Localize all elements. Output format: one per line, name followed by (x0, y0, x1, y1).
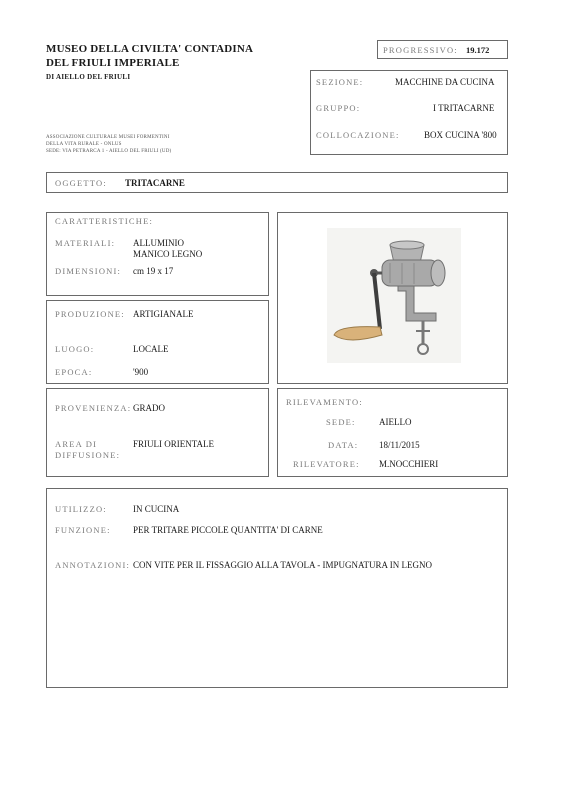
classification-box (310, 70, 508, 155)
caratteristiche-heading: CARATTERISTICHE: (55, 216, 154, 226)
association-line2: DELLA VITA RURALE - ONLUS (46, 142, 122, 147)
epoca-value: '900 (133, 367, 149, 377)
oggetto-value: TRITACARNE (125, 178, 185, 188)
area-diffusione-value: FRIULI ORIENTALE (133, 439, 215, 449)
luogo-value: LOCALE (133, 344, 169, 354)
photo-box (277, 212, 508, 384)
sede-label: SEDE: (326, 417, 356, 427)
rilevamento-box (277, 388, 508, 477)
progressivo-box (377, 40, 508, 59)
materiali-label: MATERIALI: (55, 238, 116, 248)
collocazione-label: COLLOCAZIONE: (316, 130, 400, 140)
museum-name-line2: DEL FRIULI IMPERIALE (46, 57, 180, 69)
association-address: SEDE: VIA PETRARCA 1 - AIELLO DEL FRIULI (UD) (46, 149, 172, 154)
area-diffusione-label-1: AREA DI (55, 439, 98, 449)
annotazioni-label: ANNOTAZIONI: (55, 560, 131, 570)
area-diffusione-label-2: DIFFUSIONE: (55, 450, 121, 460)
rilevamento-heading: RILEVAMENTO: (286, 397, 363, 407)
collocazione-value: BOX CUCINA '800 (424, 130, 497, 140)
luogo-label: LUOGO: (55, 344, 95, 354)
dimensioni-label: DIMENSIONI: (55, 266, 122, 276)
progressivo-value: 19.172 (466, 45, 490, 55)
meat-grinder-photo (278, 213, 509, 385)
dimensioni-value: cm 19 x 17 (133, 266, 174, 276)
oggetto-box (46, 172, 508, 193)
progressivo-label: PROGRESSIVO: (383, 45, 458, 55)
produzione-value: ARTIGIANALE (133, 309, 194, 319)
gruppo-value: I TRITACARNE (433, 103, 495, 113)
epoca-label: EPOCA: (55, 367, 93, 377)
provenienza-value: GRADO (133, 403, 166, 413)
utilizzo-value: IN CUCINA (133, 504, 180, 514)
provenienza-label: PROVENIENZA: (55, 403, 132, 413)
sezione-value: MACCHINE DA CUCINA (395, 77, 495, 87)
caratteristiche-box (46, 212, 269, 296)
funzione-label: FUNZIONE: (55, 525, 111, 535)
produzione-box (46, 300, 269, 384)
utilizzo-box (46, 488, 508, 688)
museum-name-line3: DI AIELLO DEL FRIULI (46, 73, 131, 81)
sede-value: AIELLO (379, 417, 412, 427)
annotazioni-value: CON VITE PER IL FISSAGGIO ALLA TAVOLA - IMPUGNATURA IN LEGNO (133, 560, 432, 570)
museum-name-line1: MUSEO DELLA CIVILTA' CONTADINA (46, 43, 254, 55)
funzione-value: PER TRITARE PICCOLE QUANTITA' DI CARNE (133, 525, 323, 535)
rilevatore-label: RILEVATORE: (293, 459, 360, 469)
association-line1: ASSOCIAZIONE CULTURALE MUSEI FORMENTINI (46, 135, 170, 140)
materiali-value-1: ALLUMINIO (133, 238, 184, 248)
oggetto-label: OGGETTO: (55, 178, 107, 188)
rilevatore-value: M.NOCCHIERI (379, 459, 439, 469)
provenienza-box (46, 388, 269, 477)
utilizzo-label: UTILIZZO: (55, 504, 107, 514)
materiali-value-2: MANICO LEGNO (133, 249, 203, 259)
data-value: 18/11/2015 (379, 440, 420, 450)
data-label: DATA: (328, 440, 359, 450)
gruppo-label: GRUPPO: (316, 103, 361, 113)
produzione-label: PRODUZIONE: (55, 309, 125, 319)
sezione-label: SEZIONE: (316, 77, 364, 87)
